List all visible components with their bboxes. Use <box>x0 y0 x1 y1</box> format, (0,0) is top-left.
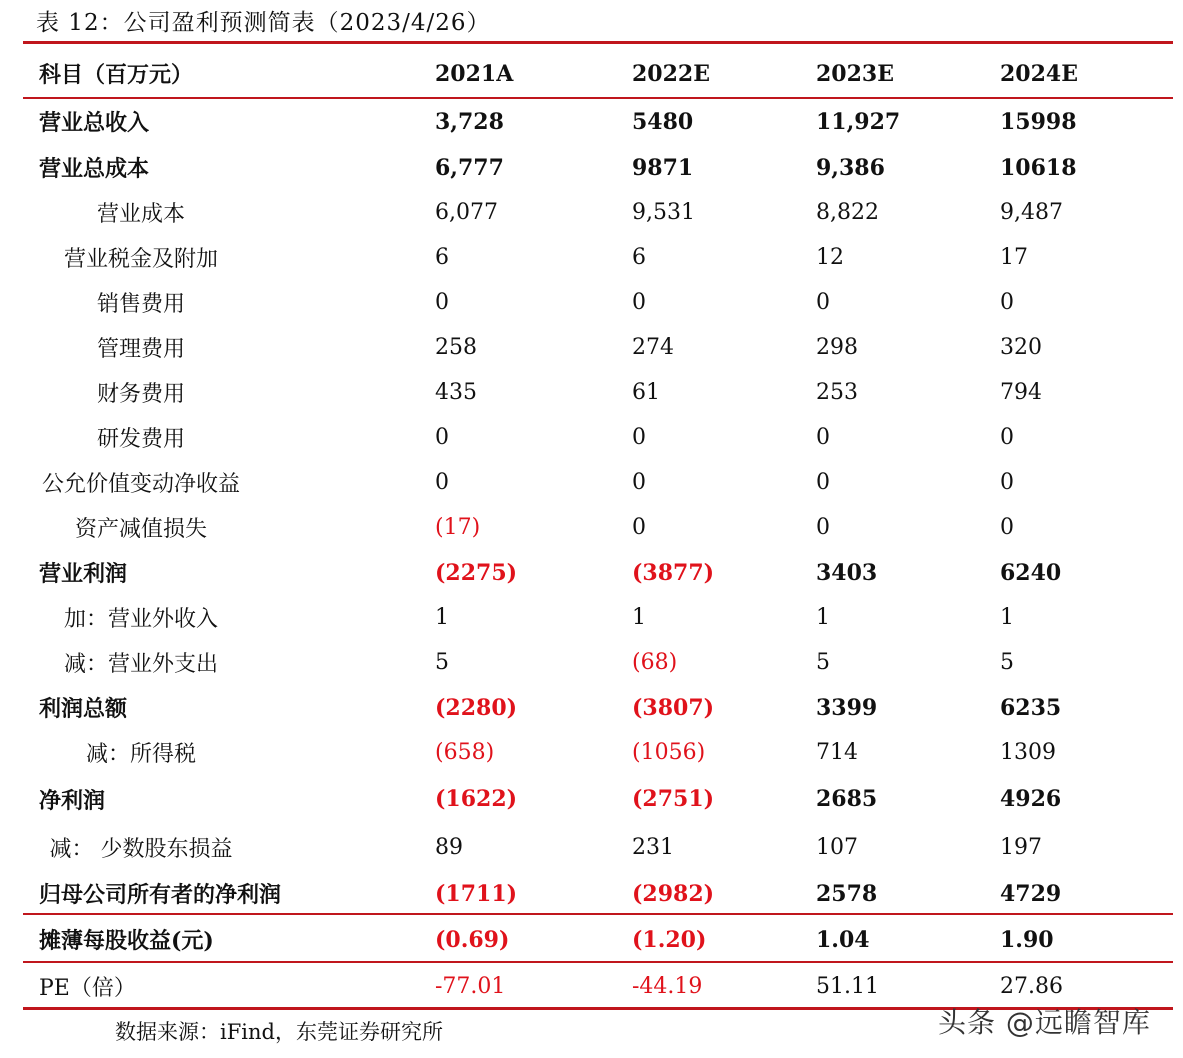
cell-value: 0 <box>1000 425 1014 450</box>
cell-value: 320 <box>1000 335 1042 360</box>
cell-value: 3399 <box>816 694 878 721</box>
cell-value: 1.90 <box>1000 926 1054 953</box>
cell-value: (2982) <box>632 880 715 907</box>
table-row <box>23 98 1173 145</box>
cell-value: 6,777 <box>435 154 504 181</box>
cell-value: (1622) <box>435 786 518 812</box>
table-row <box>23 685 1173 730</box>
cell-value: 5 <box>1000 650 1014 675</box>
row-label: 归母公司所有者的净利润 <box>39 882 282 908</box>
cell-value: 15998 <box>1000 108 1077 135</box>
table-row <box>23 640 1173 685</box>
table-row <box>23 325 1173 370</box>
cell-value: 10618 <box>1000 154 1077 181</box>
cell-value: 0 <box>816 290 830 315</box>
cell-value: 2578 <box>816 880 878 907</box>
cell-value: 197 <box>1000 834 1042 860</box>
cell-value: 1 <box>1000 605 1014 630</box>
header-year: 2022E <box>632 60 710 87</box>
row-label: 营业成本 <box>96 202 185 227</box>
cell-value: (2275) <box>435 559 518 586</box>
cell-value: 6 <box>632 245 646 270</box>
cell-value: 27.86 <box>1000 974 1063 999</box>
cell-value: 6240 <box>1000 559 1062 586</box>
row-label: 减：所得税 <box>85 742 196 767</box>
cell-value: (1711) <box>435 880 518 907</box>
cell-value: 2685 <box>816 786 878 812</box>
table-row <box>23 460 1173 505</box>
cell-value: 4926 <box>1000 786 1062 812</box>
cell-value: 1 <box>632 605 646 630</box>
cell-value: (17) <box>435 515 481 540</box>
cell-value: (2280) <box>435 694 518 721</box>
cell-value: 0 <box>1000 290 1014 315</box>
header-year: 2023E <box>816 60 894 87</box>
cell-value: 253 <box>816 380 858 405</box>
cell-value: 3403 <box>816 559 878 586</box>
cell-value: 5 <box>816 650 830 675</box>
cell-value: 0 <box>632 425 646 450</box>
row-label: 销售费用 <box>96 292 185 317</box>
cell-value: 61 <box>632 380 660 405</box>
table-title: 表 12：公司盈利预测简表（2023/4/26） <box>36 10 491 36</box>
cell-value: 0 <box>1000 470 1014 495</box>
cell-value: 9,386 <box>816 154 885 181</box>
cell-value: (3807) <box>632 694 715 721</box>
table-row <box>23 550 1173 595</box>
cell-value: 0 <box>435 290 449 315</box>
cell-value: (68) <box>632 650 678 675</box>
cell-value: 11,927 <box>816 108 901 135</box>
row-label: 公允价值变动净收益 <box>41 472 240 497</box>
cell-value: 5 <box>435 650 449 675</box>
header-year: 2021A <box>435 60 514 87</box>
cell-value: 6 <box>435 245 449 270</box>
table-row <box>23 916 1173 963</box>
table-row <box>23 370 1173 415</box>
cell-value: 0 <box>816 470 830 495</box>
cell-value: 258 <box>435 335 477 360</box>
row-label: 营业总收入 <box>39 110 150 136</box>
cell-value: 3,728 <box>435 108 504 135</box>
pe-rule <box>23 961 1173 963</box>
table-row <box>23 823 1173 871</box>
cell-value: 0 <box>816 425 830 450</box>
row-label: 管理费用 <box>96 337 185 362</box>
cell-value: 107 <box>816 834 858 860</box>
cell-value: 1309 <box>1000 740 1056 765</box>
row-label: 减： 少数股东损益 <box>49 836 233 862</box>
cell-value: 298 <box>816 335 858 360</box>
cell-value: 794 <box>1000 380 1042 405</box>
top-rule <box>23 41 1173 44</box>
cell-value: (1.20) <box>632 926 707 953</box>
table-row <box>23 235 1173 280</box>
header-row <box>23 49 1173 98</box>
table-row <box>23 145 1173 190</box>
cell-value: 0 <box>816 515 830 540</box>
cell-value: 231 <box>632 834 674 860</box>
watermark: 头条 @远瞻智库 <box>938 1006 1151 1039</box>
cell-value: 0 <box>632 470 646 495</box>
cell-value: 9,531 <box>632 200 695 225</box>
cell-value: (658) <box>435 740 495 765</box>
profit-forecast-table <box>23 49 1173 1010</box>
table-row <box>23 190 1173 235</box>
cell-value: 8,822 <box>816 200 879 225</box>
source-note: 数据来源：iFind，东莞证券研究所 <box>115 1020 443 1044</box>
row-label: 加：营业外收入 <box>63 607 218 632</box>
row-label: 营业税金及附加 <box>63 247 218 272</box>
cell-value: 1 <box>435 605 449 630</box>
cell-value: 6,077 <box>435 200 498 225</box>
table-row <box>23 775 1173 823</box>
cell-value: 0 <box>435 425 449 450</box>
cell-value: -77.01 <box>435 974 506 999</box>
cell-value: 4729 <box>1000 880 1062 907</box>
cell-value: 12 <box>816 245 844 270</box>
row-label: 营业利润 <box>39 561 128 587</box>
cell-value: -44.19 <box>632 974 703 999</box>
table-row <box>23 871 1173 916</box>
cell-value: 0 <box>435 470 449 495</box>
row-label: 营业总成本 <box>39 156 150 182</box>
cell-value: 274 <box>632 335 674 360</box>
cell-value: 17 <box>1000 245 1028 270</box>
table-row <box>23 415 1173 460</box>
cell-value: 0 <box>1000 515 1014 540</box>
table-row <box>23 595 1173 640</box>
row-label: 利润总额 <box>39 696 128 722</box>
row-label: 财务费用 <box>96 382 185 407</box>
header-rule <box>23 97 1173 99</box>
row-label: 减：营业外支出 <box>63 652 218 677</box>
cell-value: 5480 <box>632 108 694 135</box>
table-row <box>23 505 1173 550</box>
cell-value: 51.11 <box>816 974 879 999</box>
row-label: 摊薄每股收益(元) <box>39 928 214 954</box>
cell-value: (3877) <box>632 559 715 586</box>
table-row <box>23 280 1173 325</box>
header-year: 2024E <box>1000 60 1078 87</box>
cell-value: 1.04 <box>816 926 870 953</box>
row-label: 研发费用 <box>96 427 185 452</box>
eps-rule <box>23 913 1173 915</box>
cell-value: 89 <box>435 834 463 860</box>
table-row <box>23 730 1173 775</box>
cell-value: 714 <box>816 740 858 765</box>
cell-value: (0.69) <box>435 926 510 953</box>
header-label: 科目（百万元） <box>39 62 194 88</box>
row-label: PE（倍） <box>39 976 136 1001</box>
cell-value: 0 <box>632 515 646 540</box>
row-label: 净利润 <box>39 787 106 814</box>
cell-value: 0 <box>632 290 646 315</box>
cell-value: 1 <box>816 605 830 630</box>
cell-value: 435 <box>435 380 477 405</box>
cell-value: (2751) <box>632 786 715 812</box>
row-label: 资产减值损失 <box>74 517 207 542</box>
cell-value: 9,487 <box>1000 200 1063 225</box>
cell-value: 9871 <box>632 154 694 181</box>
cell-value: (1056) <box>632 740 706 765</box>
cell-value: 6235 <box>1000 694 1062 721</box>
